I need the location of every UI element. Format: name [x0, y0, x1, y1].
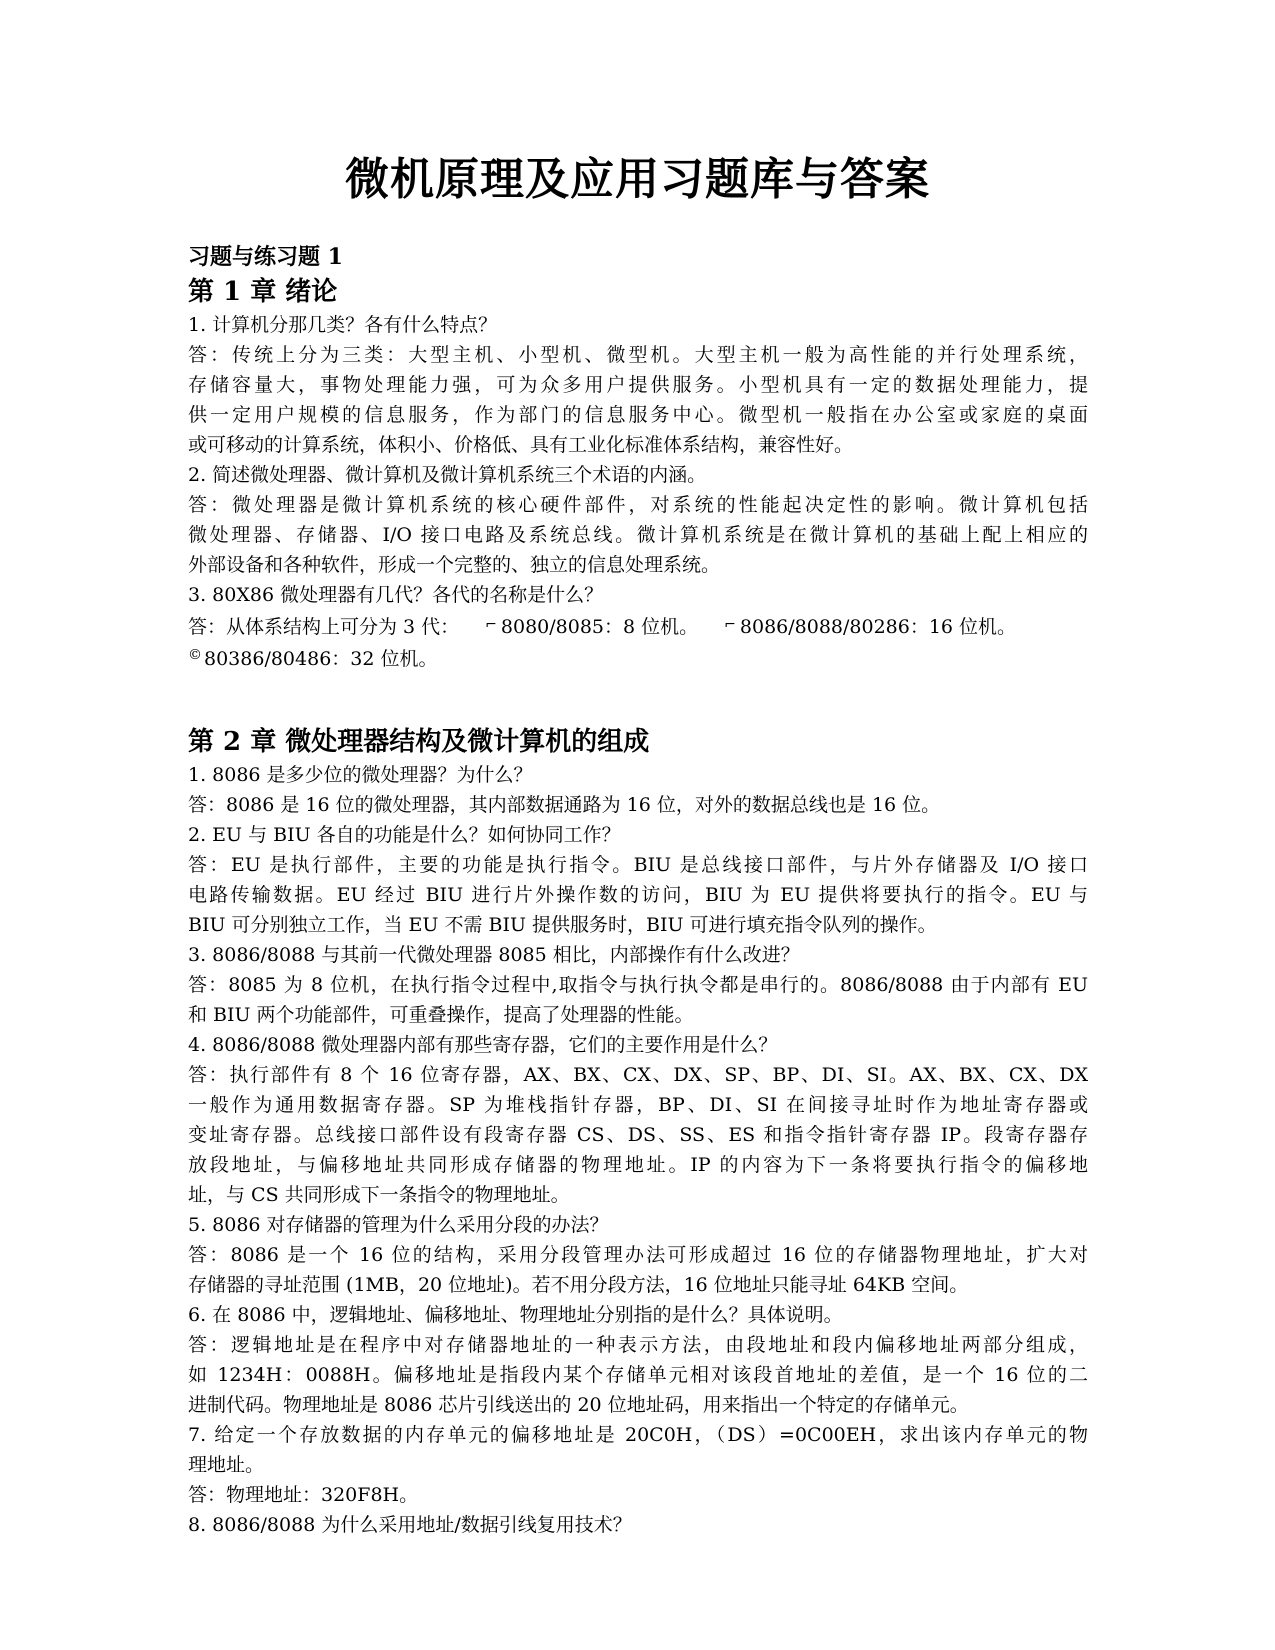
answer-1-line-1: 答：传统上分为三类：大型主机、小型机、微型机。大型主机一般为高性能的并行处理系统，: [188, 344, 1088, 366]
answer-3-line-2: 和 BIU 两个功能部件，可重叠操作，提高了处理器的性能。: [188, 1004, 694, 1026]
answer-2-line-3: 外部设备和各种软件，形成一个完整的、独立的信息处理系统。: [188, 554, 721, 576]
question-4: 4. 8086/8088 微处理器内部有那些寄存器，它们的主要作用是什么？: [188, 1034, 778, 1056]
list-marker-icon: ⌐: [485, 617, 497, 633]
list-marker-icon: ©: [188, 647, 202, 663]
question-3: 3. 80X86 微处理器有几代？各代的名称是什么？: [188, 584, 604, 606]
answer-6-line-3: 进制代码。物理地址是 8086 芯片引线送出的 20 位地址码，用来指出一个特定的存储单元。: [188, 1394, 969, 1416]
answer-2-line-1: 答：EU 是执行部件，主要的功能是执行指令。BIU 是总线接口部件，与片外存储器及 I/O 接口: [188, 854, 1088, 876]
question-6: 6. 在 8086 中，逻辑地址、偏移地址、物理地址分别指的是什么？具体说明。: [188, 1304, 843, 1326]
question-3: 3. 8086/8088 与其前一代微处理器 8085 相比，内部操作有什么改进？: [188, 944, 800, 966]
answer-2-line-3: BIU 可分别独立工作，当 EU 不需 BIU 提供服务时，BIU 可进行填充指令队列的操作。: [188, 914, 937, 936]
chapter-1-content: [188, 310, 1088, 670]
question-8: 8. 8086/8088 为什么采用地址/数据引线复用技术？: [188, 1514, 632, 1536]
generation-2: 8086/8088/80286：16 位机。: [739, 616, 1017, 638]
answer-3-line-1: [188, 610, 1088, 640]
generation-1: 8080/8085：8 位机。: [500, 616, 699, 638]
answer-2-line-2: 微处理器、存储器、I/O 接口电路及系统总线。微计算机系统是在微计算机的基础上配上相应的: [188, 524, 1088, 546]
answer-5-line-1: 答：8086 是一个 16 位的结构，采用分段管理办法可形成超过 16 位的存储器物理地址，扩大对: [188, 1244, 1088, 1266]
generation-3: 80386/80486：32 位机。: [204, 648, 438, 670]
answer-4-line-4: 放段地址，与偏移地址共同形成存储器的物理地址。IP 的内容为下一条将要执行指令的偏移地: [188, 1154, 1088, 1176]
answer-2-line-2: 电路传输数据。EU 经过 BIU 进行片外操作数的访问，BIU 为 EU 提供将要执行的指令。EU 与: [188, 884, 1088, 906]
answer-4-line-2: 一般作为通用数据寄存器。SP 为堆栈指针存器，BP、DI、SI 在间接寻址时作为地址寄存器或: [188, 1094, 1088, 1116]
answer-4-line-3: 变址寄存器。总线接口部件设有段寄存器 CS、DS、SS、ES 和指令指针寄存器 IP。段寄存器存: [188, 1124, 1088, 1146]
question-2: 2. 简述微处理器、微计算机及微计算机系统三个术语的内涵。: [188, 464, 707, 486]
answer-5-line-2: 存储器的寻址范围 (1MB，20 位地址)。若不用分段方法，16 位地址只能寻址 64KB 空间。: [188, 1274, 969, 1296]
question-1: 1. 计算机分那几类？各有什么特点？: [188, 314, 498, 336]
list-marker-icon: ⌐: [724, 617, 736, 633]
answer-3-prefix: 答：从体系结构上可分为 3 代：: [188, 616, 460, 638]
question-2: 2. EU 与 BIU 各自的功能是什么？如何协同工作？: [188, 824, 621, 846]
answer-6-line-2: 如 1234H：0088H。偏移地址是指段内某个存储单元相对该段首地址的差值，是一个 16 位的二: [188, 1364, 1088, 1386]
chapter-1-heading: 第 1 章 绪论: [188, 277, 338, 307]
answer-3-line-1: 答：8085 为 8 位机，在执行指令过程中,取指令与执行执令都是串行的。8086/8088 由于内部有 EU: [188, 974, 1088, 996]
answer-2-line-1: 答：微处理器是微计算机系统的核心硬件部件，对系统的性能起决定性的影响。微计算机包括: [188, 494, 1088, 516]
answer-3-line-2: [188, 640, 1088, 670]
document-title: 微机原理及应用习题库与答案: [345, 154, 930, 205]
answer-4-line-1: 答：执行部件有 8 个 16 位寄存器，AX、BX、CX、DX、SP、BP、DI、SI。AX、BX、CX、DX: [188, 1064, 1088, 1086]
answer-1-line-1: 答：8086 是 16 位的微处理器，其内部数据通路为 16 位，对外的数据总线也是 16 位。: [188, 794, 941, 816]
document-body: [188, 240, 1088, 1540]
question-1: 1. 8086 是多少位的微处理器？为什么？: [188, 764, 533, 786]
section-heading: 习题与练习题 1: [188, 244, 343, 270]
answer-6-line-1: 答：逻辑地址是在程序中对存储器地址的一种表示方法，由段地址和段内偏移地址两部分组成，: [188, 1334, 1088, 1356]
answer-1-line-2: 存储容量大，事物处理能力强，可为众多用户提供服务。小型机具有一定的数据处理能力，提: [188, 374, 1088, 396]
question-5: 5. 8086 对存储器的管理为什么采用分段的办法？: [188, 1214, 609, 1236]
answer-7-line-1: 答：物理地址：320F8H。: [188, 1484, 419, 1506]
chapter-2-heading: 第 2 章 微处理器结构及微计算机的组成: [188, 727, 650, 757]
question-7-line-2: 理地址。: [188, 1454, 265, 1476]
answer-1-line-4: 或可移动的计算系统，体积小、价格低、具有工业化标准体系结构，兼容性好。: [188, 434, 854, 456]
answer-4-line-5: 址，与 CS 共同形成下一条指令的物理地址。: [188, 1184, 570, 1206]
answer-1-line-3: 供一定用户规模的信息服务，作为部门的信息服务中心。微型机一般指在办公室或家庭的桌面: [188, 404, 1088, 426]
question-7-line-1: 7. 给定一个存放数据的内存单元的偏移地址是 20C0H，（DS）=0C00EH，求出该内存单元的物: [188, 1424, 1088, 1446]
chapter-2-content: [188, 760, 1088, 1540]
